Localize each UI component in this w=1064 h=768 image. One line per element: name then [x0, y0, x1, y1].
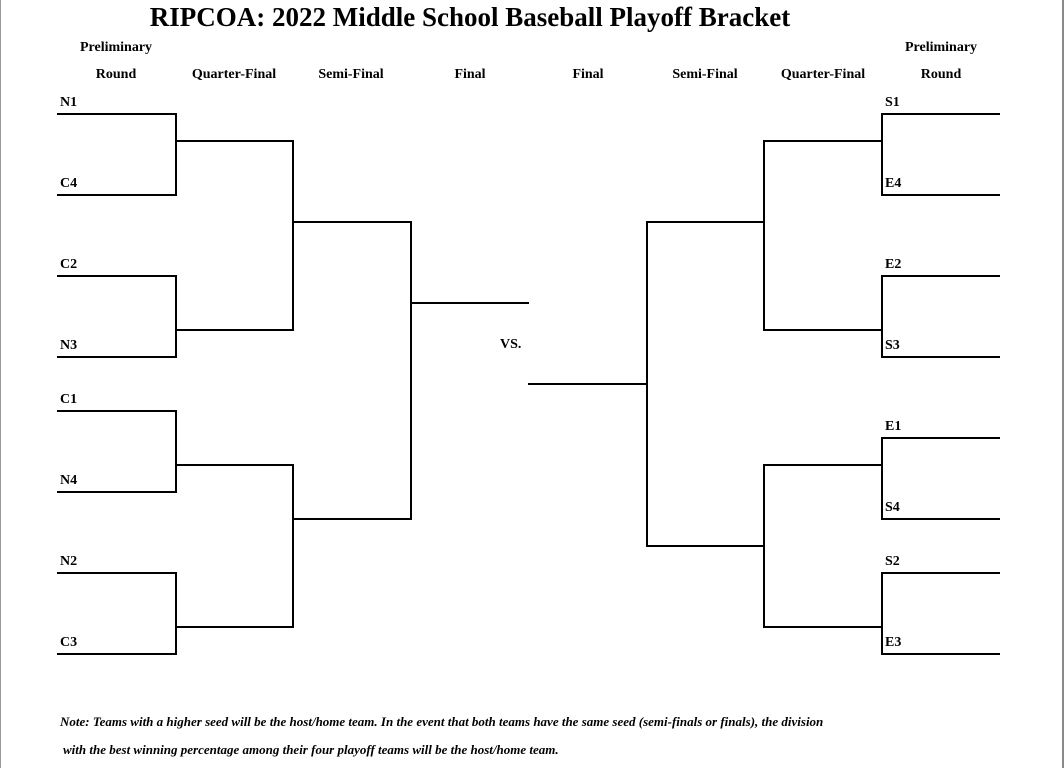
right-prelim-line-1	[881, 113, 1000, 115]
right-prelim-line-3	[881, 275, 1000, 277]
right-quarter-line-1	[763, 140, 883, 142]
note-line-1: Note: Teams with a higher seed will be the host/home team. In the event that both teams have the same seed (semi-finals or finals), the division	[60, 714, 824, 729]
right-prelim-line-8	[881, 653, 1000, 655]
header-left-prelim-line2: Round	[95, 67, 137, 82]
right-semi-line-1	[646, 221, 765, 223]
left-team-7: N2	[60, 554, 78, 569]
header-right-quarter: Quarter-Final	[780, 67, 866, 82]
header-right-prelim-line1: Preliminary	[904, 40, 978, 55]
left-team-5: C1	[60, 392, 78, 407]
right-team-6: S4	[885, 500, 900, 515]
left-team-4: N3	[60, 338, 78, 353]
header-right-semi: Semi-Final	[672, 67, 738, 82]
page-title: RIPCOA: 2022 Middle School Baseball Playoff Bracket	[149, 2, 791, 32]
right-prelim-line-7	[881, 572, 1000, 574]
right-team-3: E2	[885, 257, 902, 272]
right-prelim-line-5	[881, 437, 1000, 439]
left-team-2: C4	[60, 176, 78, 191]
right-quarter-line-3	[763, 464, 883, 466]
left-prelim-line-1	[57, 113, 177, 115]
left-team-8: C3	[60, 635, 78, 650]
right-quarter-line-4	[763, 626, 883, 628]
left-team-1: N1	[60, 95, 78, 110]
header-right-final: Final	[572, 67, 604, 82]
header-left-semi: Semi-Final	[318, 67, 384, 82]
right-team-8: E3	[885, 635, 902, 650]
right-team-1: S1	[885, 95, 900, 110]
right-team-5: E1	[885, 419, 902, 434]
page-edge-left	[0, 0, 1, 768]
right-prelim-connector-3	[881, 437, 883, 520]
right-prelim-connector-1	[881, 113, 883, 196]
left-semi-connector	[410, 221, 412, 520]
left-prelim-line-6	[57, 491, 177, 493]
right-prelim-line-6	[881, 518, 1000, 520]
right-team-7: S2	[885, 554, 900, 569]
right-team-4: S3	[885, 338, 900, 353]
right-quarter-connector-1	[763, 140, 765, 331]
left-quarter-line-1	[175, 140, 294, 142]
right-prelim-line-4	[881, 356, 1000, 358]
left-quarter-line-4	[175, 626, 294, 628]
header-left-quarter: Quarter-Final	[191, 67, 277, 82]
right-prelim-connector-4	[881, 572, 883, 655]
left-quarter-line-2	[175, 329, 294, 331]
left-semi-line-2	[292, 518, 412, 520]
left-prelim-connector-2	[175, 275, 177, 358]
left-prelim-connector-3	[175, 410, 177, 493]
left-prelim-connector-1	[175, 113, 177, 196]
left-final-line	[410, 302, 529, 304]
right-final-line	[528, 383, 648, 385]
right-prelim-line-2	[881, 194, 1000, 196]
left-quarter-connector-2	[292, 464, 294, 628]
right-prelim-connector-2	[881, 275, 883, 358]
left-prelim-line-2	[57, 194, 177, 196]
left-prelim-line-3	[57, 275, 177, 277]
left-quarter-connector-1	[292, 140, 294, 331]
left-prelim-line-7	[57, 572, 177, 574]
right-team-2: E4	[885, 176, 902, 191]
right-quarter-line-2	[763, 329, 883, 331]
left-prelim-line-5	[57, 410, 177, 412]
header-left-prelim-line1: Preliminary	[79, 40, 153, 55]
left-semi-line-1	[292, 221, 412, 223]
left-team-6: N4	[60, 473, 78, 488]
header-right-prelim-line2: Round	[920, 67, 962, 82]
left-prelim-connector-4	[175, 572, 177, 655]
left-team-3: C2	[60, 257, 78, 272]
right-semi-line-2	[646, 545, 765, 547]
note-line-2: with the best winning percentage among their four playoff teams will be the host/home team.	[63, 742, 559, 757]
left-quarter-line-3	[175, 464, 294, 466]
left-prelim-line-8	[57, 653, 177, 655]
header-left-final: Final	[454, 67, 486, 82]
versus-label: VS.	[500, 337, 522, 352]
left-prelim-line-4	[57, 356, 177, 358]
